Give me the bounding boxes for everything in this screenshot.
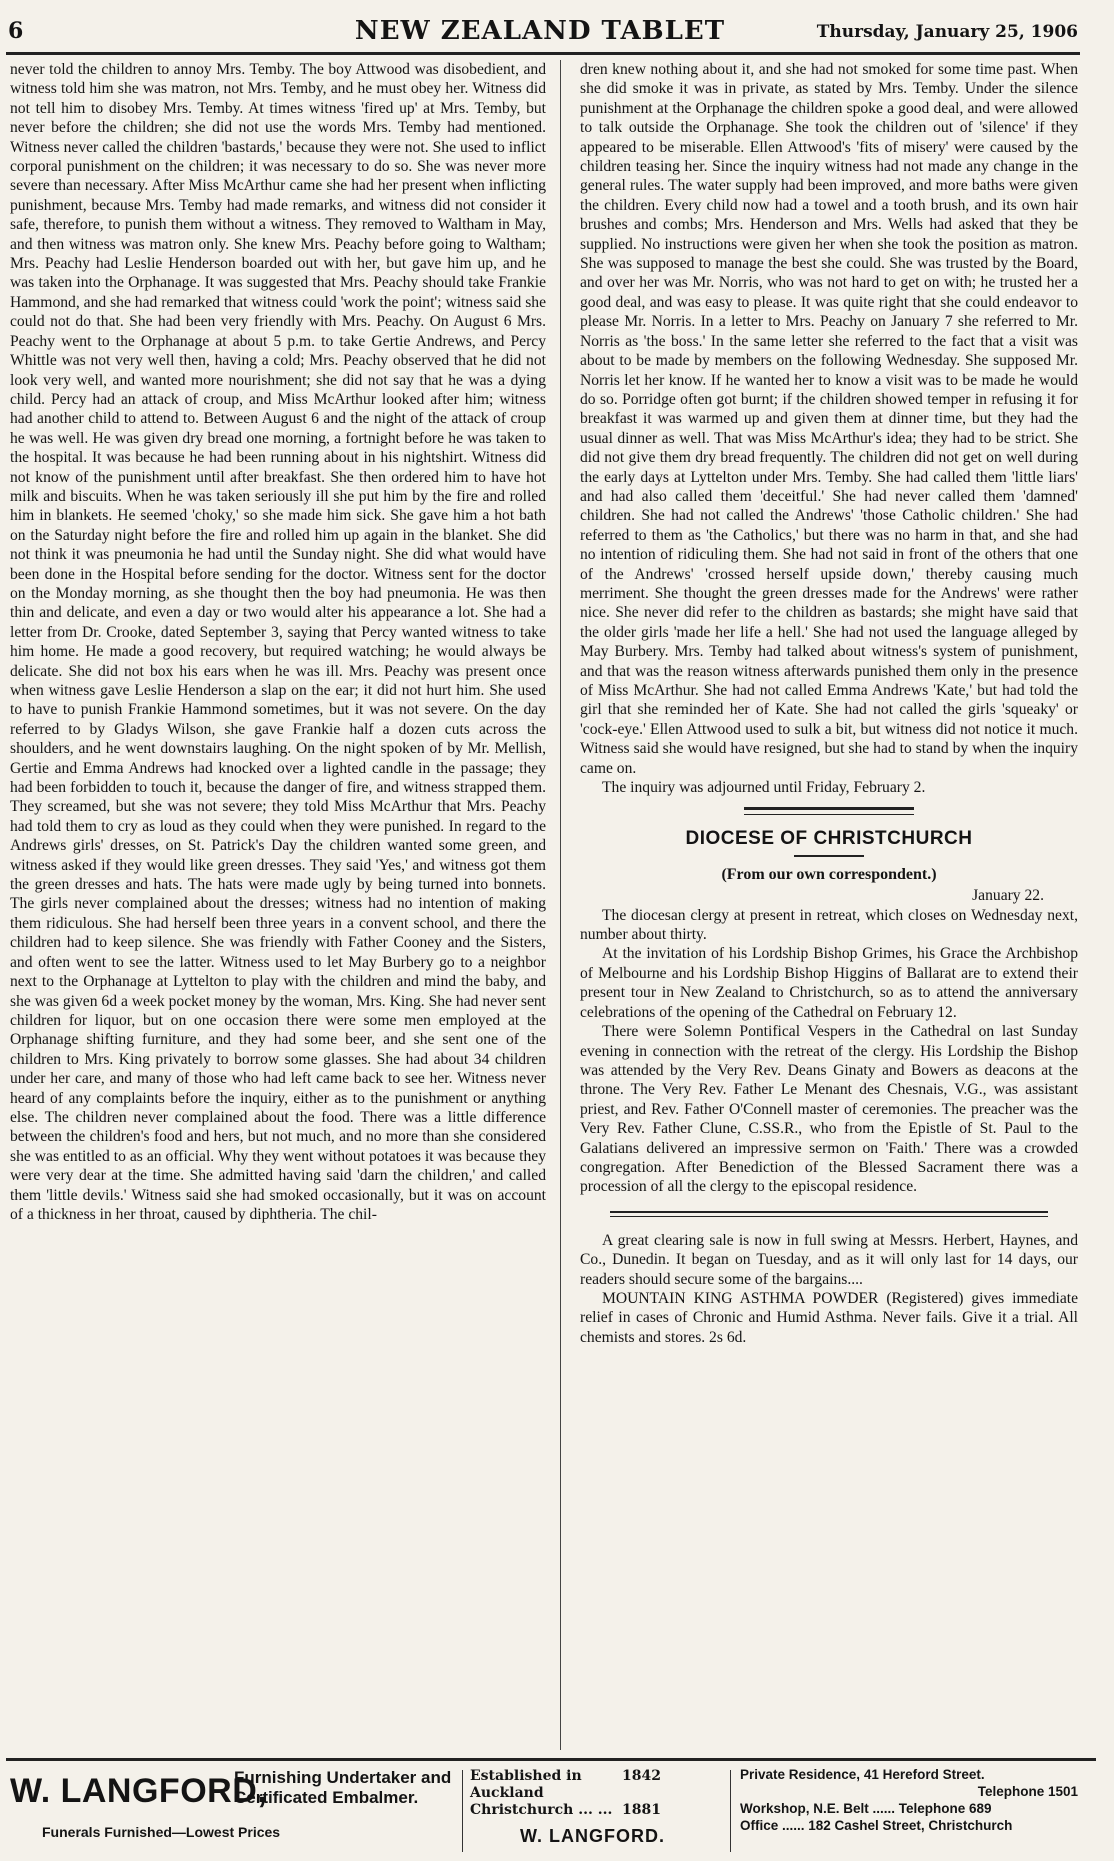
description-line: Certificated Embalmer. [234,1788,419,1807]
established-year: 1842 [622,1768,661,1784]
notice-paragraph: A great clearing sale is now in full swing at Messrs. Herbert, Haynes, and Co., Dunedin. It began on Tuesday, and as it will only last for 14 days, our readers should secure some of the bargains.... [580,1231,1078,1288]
notice-paragraph: MOUNTAIN KING ASTHMA POWDER (Registered) gives immediate relief in cases of Chronic and Humid Asthma. Never fails. Give it a trial. All chemists and stores. 2s 6d. [580,1289,1078,1346]
christchurch-year: 1881 [622,1802,661,1818]
established-block [470,1768,661,1819]
section-separator [610,1211,1048,1217]
column-divider [560,60,561,1750]
issue-date: Thursday, January 25, 1906 [816,22,1078,42]
adjourned-notice: The inquiry was adjourned until Friday, February 2. [602,779,926,797]
ad-divider [730,1770,731,1852]
article-paragraph: dren knew nothing about it, and she had not smoked for some time past. When she did smoke it was in private, as stated by Mrs. Temby. Under the silence punishment at the Orphanage the children spoke a good deal, and were allowed to talk outside the Orphanage. She took the children out of 'silence' if they appeared to be miserable. Ellen Attwood's 'fits of misery' were caused by the children teasing her. Since the inquiry witness had not made any change in the general rules. The water supply had been improved, and more baths were given the children. Every child now had a towel and a tooth brush, and its own hair brushes and combs; Mrs. Henderson and Mrs. Wells had asked that they be supplied. No instructions were given her when she took the position as matron. She was supposed to manage the best she could. She was trusted by the Board, and over her was Mr. Norris, who was not hard to get on with; he trusted her a good deal, and was easy to please. It was quite right that she could endeavor to please Mr. Norris. In a letter to Mrs. Peachy on January 7 she referred to Mr. Norris as 'the boss.' In the same letter she referred to the fact that a visit was about to be made by members on the following Wednesday. She supposed Mr. Norris let her know. If he wanted her to know a visit was to be made he would do so. Porridge often got burnt; if the children showed temper in refusing it for breakfast it was warmed up and given them at dinner time, but they had the usual dinner as well. That was Miss McArthur's idea; they had to be strict. She did not give them dry bread frequently. The children did not get on well during the early days at Lyttelton under Mrs. Temby. She had called them 'little liars' and had also called them 'deceitful.' She had never called them 'damned' children. She had not called the Andrews' 'those Catholic children.' She had referred to them as 'the Catholics,' but there was no harm in that, and she had no intention of ridiculing them. She had not said in front of the others that one of the Andrews' 'crossed herself upside down,' thereby causing much merriment. She thought the green dresses made for the Andrews' were rather nice. She never did refer to the children as bastards; she might have said that the older girls 'made her life a hell.' She had not used the language alleged by May Burbery. Mrs. Temby had talked about witness's system of punishment, and that was the reason witness afterwards punished them only in the presence of Miss McArthur. She had not called Emma Andrews 'Kate,' but had told the girl that she reminded her of Kate. She had not called the girls 'squeaky' or 'cock-eye.' Ellen Attwood used to sulk a bit, but witness did not notice it much. Witness said she would have resigned, but she had to stand by when the inquiry came on. [580,61,1078,777]
left-column [10,60,546,1224]
description-line: Furnishing Undertaker and [234,1768,452,1787]
office-line: Office ...... 182 Cashel Street, Christchurch [740,1818,1013,1833]
workshop-line: Workshop, N.E. Belt ...... Telephone 689 [740,1801,992,1816]
diocese-paragraph: There were Solemn Pontifical Vespers in the Cathedral on last Sunday evening in connection with the retreat of the clergy. His Lordship the Bishop was attended by the Very Rev. Deans Ginaty and Bowers as deacons at the throne. The Very Rev. Father Le Menant des Chesnais, V.G., was assistant priest, and Rev. Father O'Connell master of ceremonies. The preacher was the Very Rev. Father Clune, C.SS.R., who from the Epistle of St. Paul to the Galatians delivered an impressive sermon on 'Faith.' There was a crowded congregation. After Benediction of the Blessed Sacrament there was a procession of all the clergy to the episcopal residence. [580,1023,1078,1196]
advertiser-name: W. LANGFORD, [10,1772,268,1810]
ornamental-rule [744,807,914,815]
diocese-paragraph: The diocesan clergy at present in retreat, which closes on Wednesday next, number about thirty. [580,906,1078,944]
ad-divider [462,1770,463,1852]
page-number: 6 [8,18,24,44]
contact-block [740,1766,1090,1834]
residence-line: Private Residence, 41 Hereford Street. [740,1767,985,1782]
publication-title: NEW ZEALAND TABLET [354,16,726,46]
header-rule [6,52,1080,55]
dateline: January 22. [972,887,1044,905]
masthead [0,18,1080,50]
advertisement-rule [6,1758,1096,1761]
residence-phone: Telephone 1501 [977,1784,1078,1799]
christchurch-label: Christchurch ... ... [470,1802,613,1818]
established-label: Established in Auckland [470,1768,582,1801]
article-paragraph: never told the children to annoy Mrs. Temby. The boy Attwood was disobedient, and witness told him she was matron, not Mrs. Temby, and he must obey her. Witness did not tell him to disobey Mrs. Temby. At times witness 'fired up' at Mrs. Temby, but never before the children; she did not use the words Mrs. Temby had mentioned. Witness never called the children 'bastards,' because they were not. She used to inflict corporal punishment on the children; it was necessary to do so. She was never more severe than necessary. After Miss McArthur came she had her present when inflicting punishment, because Mrs. Temby had made remarks, and witness did not consider it safe, therefore, to punish them without a witness. They removed to Waltham in May, and then witness was matron only. She knew Mrs. Peachy before going to Waltham; Mrs. Peachy had Leslie Henderson boarded out with her, but gave him up, and he was taken into the Orphanage. It was suggested that Mrs. Peachy should take Frankie Hammond, and she had remarked that witness could 'work the point'; witness said she could not do that. She had been very friendly with Mrs. Peachy. On August 6 Mrs. Peachy went to the Orphanage at about 5 p.m. to take Gertie Andrews, and Percy Whittle was not very well then, having a cold; Mrs. Peachy observed that he did not look very well, and wanted more nourishment; she did not say that he was a dying child. Percy had an attack of croup, and Miss McArthur looked after him; witness had another child to attend to. Between August 6 and the night of the attack of croup he was well. He was given dry bread one morning, a fortnight before he was taken to the hospital. It was because he had been running about in his nightshirt. Witness did not know of the punishment until after breakfast. She then ordered him to have hot milk and biscuits. When he was taken seriously ill she put him by the fire and rolled him in blankets. He seemed 'choky,' so she made him sick. She gave him a hot bath on the Saturday night before the fire and rolled him up again in the blanket. She did not think it was pneumonia he had until the Sunday night. She did what would have been done in the Hospital before sending for the doctor. Witness sent for the doctor on the Monday morning, as she thought then the boy had pneumonia. He was then thin and delicate, and even a day or two would alter his appearance a lot. She had a letter from Dr. Crooke, dated September 3, saying that Percy wanted witness to take him home. He made a good recovery, but required watching; he would always be delicate. She did not box his ears when he was ill. Mrs. Peachy was present once when witness gave Leslie Henderson a slap on the ear; it did not hurt him. She used to have to punish Frankie Hammond sometimes, but it was not severe. On the day referred to by Gladys Wilson, she gave Frankie half a dozen cuts across the shoulders, and he went downstairs laughing. On the night spoken of by Mr. Mellish, Gertie and Emma Andrews had knocked over a lighted candle in the passage; they had been forbidden to touch it, because the danger of fire, and witness strapped them. They screamed, but she was not severe; they told Miss McArthur that Mrs. Peachy had told them to cry as loud as they could when they were punished. In regard to the Andrews girls' dresses, on St. Patrick's Day the children wanted some green, and witness asked if they would like green dresses. They said 'Yes,' and witness got them the green dresses and hats. The hats were made ugly by being turned into bonnets. The girls never complained about the dresses; witness had no intention of making them ridiculous. She had herself been three years in a convent school, and there the children had to keep silence. She was friendly with Father Cooney and the Sisters, and often went to see the latter. Witness used to let May Burbery go to a neighbor next to the Orphanage at Lyttelton to play with the children and mind the baby, and she was given 6d a week pocket money by the woman, Mrs. King. She had never sent children for liquor, but on one occasion there were some men employed at the Orphanage shifting furniture, and they had some beer, and she sent one of the children to Mrs. King privately to borrow some glasses. She had about 34 children under her care, and many of those who had left came back to see her. Witness never heard of any complaints before the inquiry, either as to the punishment or anything else. The children never complained about the food. There was a little difference between the children's food and hers, but not much, and no more than she considered she was entitled to as an official. Why they went without potatoes it was because they were very dear at the time. She admitted having said 'darn the children,' and called them 'little devils.' Witness said she had smoked occasionally, but it was on account of a thickness in her throat, caused by diphtheria. The chil- [10,61,546,1223]
advertisement [0,1764,1100,1861]
correspondent-line: (From our own correspondent.) [721,865,937,883]
funerals-line: Funerals Furnished—Lowest Prices [42,1824,281,1840]
diocese-paragraph: At the invitation of his Lordship Bishop Grimes, his Grace the Archbishop of Melbourne and his Lordship Bishop Higgins of Ballarat are to extend their present tour in New Zealand to Christchurch, so as to attend the anniversary celebrations of the opening of the Cathedral on February 12. [580,945,1078,1021]
small-rule [794,855,864,857]
right-column [580,60,1078,1347]
section-heading: DIOCESE OF CHRISTCHURCH [685,828,973,850]
advertiser-signature: W. LANGFORD. [520,1826,665,1846]
advertiser-description [234,1768,451,1808]
